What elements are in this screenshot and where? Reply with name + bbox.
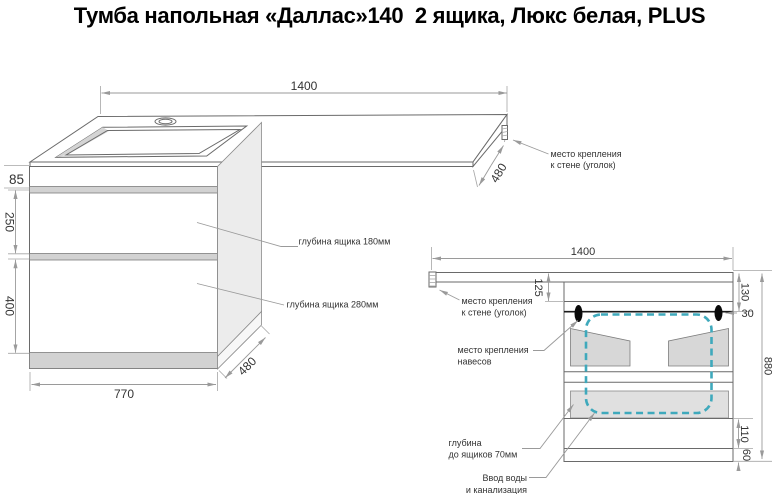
dim-250-label: 250 bbox=[2, 211, 17, 233]
label-hinge-mount bbox=[458, 321, 579, 367]
dim-drawer1-height bbox=[3, 190, 30, 254]
cabinet-front bbox=[30, 167, 218, 369]
front-view bbox=[3, 79, 622, 401]
dim-drawer2-height bbox=[3, 259, 30, 353]
label-hinge-mount-line1: место крепления bbox=[457, 345, 529, 355]
dim-1400-label: 1400 bbox=[290, 79, 318, 93]
rear-dim-60-label: 60 bbox=[740, 448, 752, 462]
plinth-front bbox=[30, 353, 218, 369]
label-rear-drawer-depth bbox=[449, 405, 574, 460]
label-wall-mount-line1: место крепления bbox=[550, 149, 622, 159]
hinge-left-icon bbox=[575, 305, 583, 322]
rear-countertop-band bbox=[430, 273, 733, 283]
label-wall-mount-line2: к стене (уголок) bbox=[550, 160, 616, 170]
rear-legs-strip bbox=[564, 449, 733, 462]
wall-bracket-front-view bbox=[502, 126, 622, 171]
rear-dim-880-label: 880 bbox=[761, 356, 774, 376]
rear-dim-30-label: 30 bbox=[741, 308, 754, 320]
label-drawer2-depth-text: глубина ящика 280мм bbox=[286, 299, 379, 310]
label-rear-wall-mount-line1: место крепления bbox=[461, 296, 533, 306]
rear-plinth bbox=[564, 419, 733, 449]
rear-dim-130-label: 130 bbox=[738, 282, 751, 302]
label-rear-drawer-depth-line2: до ящиков 70мм bbox=[448, 449, 518, 460]
rear-dim-125-label: 125 bbox=[532, 278, 544, 297]
hinge-right-icon bbox=[715, 305, 723, 321]
dim-770-label: 770 bbox=[113, 387, 135, 401]
label-water-inlet-line2: и канализация bbox=[465, 485, 527, 494]
drawer-divider-mid bbox=[30, 254, 218, 261]
drawer-divider-top bbox=[30, 187, 218, 194]
page-title: Тумба напольная «Даллас»140 2 ящика, Люкс белая, PLUS bbox=[73, 3, 706, 28]
rear-dim-top-to-hinge bbox=[733, 271, 772, 312]
label-drawer1-depth-text: глубина ящика 180мм bbox=[298, 236, 391, 247]
rear-dim-countertop-width bbox=[432, 246, 734, 270]
rear-dim-110-label: 110 bbox=[738, 425, 750, 443]
rear-dim-plinth bbox=[733, 419, 753, 449]
rear-view bbox=[429, 246, 774, 494]
dim-480-bottom-label: 480 bbox=[235, 354, 260, 379]
label-water-inlet-line1: Ввод воды bbox=[482, 473, 527, 483]
dim-countertop-width bbox=[101, 79, 508, 114]
dim-480-top-label: 480 bbox=[487, 160, 510, 186]
dim-apron-height bbox=[4, 166, 29, 189]
label-hinge-mount-line2: навесов bbox=[457, 356, 492, 367]
label-rear-drawer-depth-line1: глубина bbox=[448, 438, 482, 448]
label-rear-wall-mount-line2: к стене (уголок) bbox=[461, 307, 527, 318]
dim-cabinet-width bbox=[30, 372, 218, 401]
dim-85-label: 85 bbox=[8, 172, 25, 187]
rear-dim-legs bbox=[739, 440, 753, 470]
rear-dim-1400-label: 1400 bbox=[570, 246, 596, 258]
dim-400-label: 400 bbox=[2, 295, 17, 317]
